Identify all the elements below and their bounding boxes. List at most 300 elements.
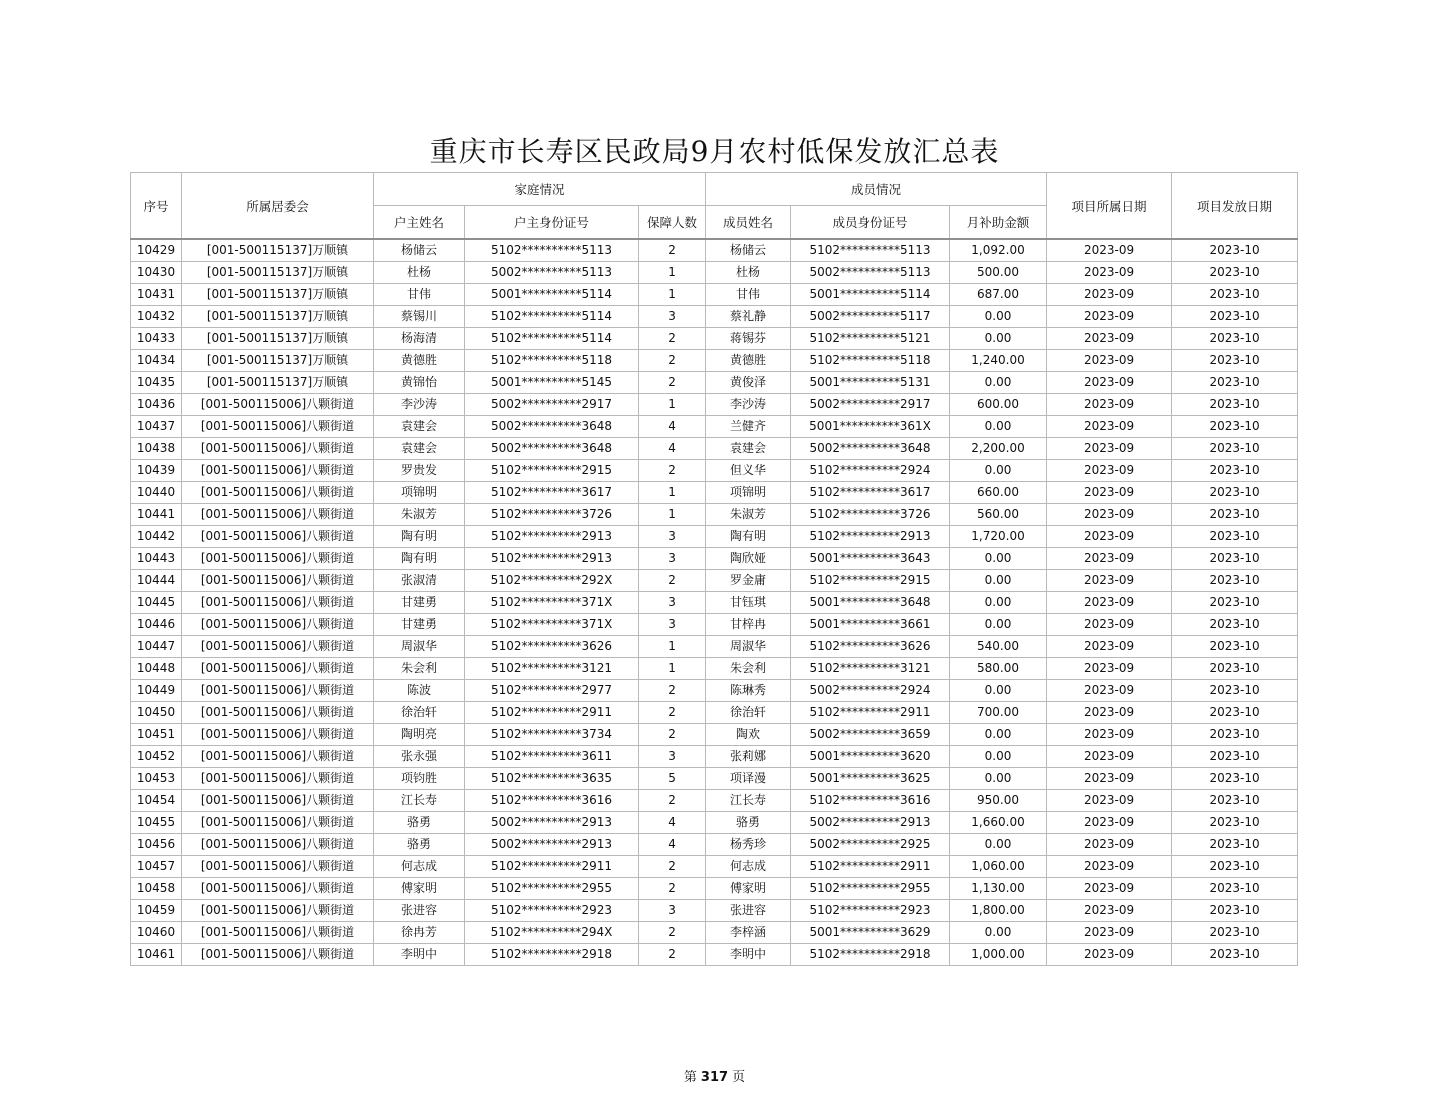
cell-monthly-amount: 580.00	[950, 658, 1047, 680]
cell-member-name: 李沙涛	[706, 394, 791, 416]
cell-head-id: 5102**********2911	[465, 856, 639, 878]
cell-member-name: 项译漫	[706, 768, 791, 790]
cell-member-id: 5001**********3625	[791, 768, 950, 790]
cell-monthly-amount: 1,060.00	[950, 856, 1047, 878]
cell-committee: [001-500115006]八颗街道	[182, 394, 374, 416]
cell-insured-count: 1	[639, 504, 706, 526]
cell-insured-count: 4	[639, 812, 706, 834]
table-row	[131, 394, 1298, 416]
cell-seq: 10442	[131, 526, 182, 548]
cell-member-name: 张莉娜	[706, 746, 791, 768]
cell-monthly-amount: 0.00	[950, 416, 1047, 438]
cell-head-name: 陶明亮	[374, 724, 465, 746]
table-row	[131, 570, 1298, 592]
cell-member-name: 甘梓冉	[706, 614, 791, 636]
cell-project-date: 2023-09	[1047, 900, 1172, 922]
cell-member-id: 5001**********5131	[791, 372, 950, 394]
cell-member-id: 5001**********3629	[791, 922, 950, 944]
cell-issue-date: 2023-10	[1172, 834, 1298, 856]
cell-insured-count: 4	[639, 416, 706, 438]
cell-project-date: 2023-09	[1047, 922, 1172, 944]
cell-monthly-amount: 500.00	[950, 262, 1047, 284]
cell-project-date: 2023-09	[1047, 482, 1172, 504]
cell-member-id: 5102**********2923	[791, 900, 950, 922]
cell-project-date: 2023-09	[1047, 328, 1172, 350]
cell-seq: 10440	[131, 482, 182, 504]
cell-project-date: 2023-09	[1047, 856, 1172, 878]
cell-head-name: 项钧胜	[374, 768, 465, 790]
cell-seq: 10447	[131, 636, 182, 658]
cell-seq: 10460	[131, 922, 182, 944]
cell-member-id: 5002**********2925	[791, 834, 950, 856]
cell-member-name: 陈琳秀	[706, 680, 791, 702]
header-member-name: 成员姓名	[706, 206, 791, 240]
cell-head-id: 5102**********5114	[465, 328, 639, 350]
cell-head-name: 周淑华	[374, 636, 465, 658]
cell-issue-date: 2023-10	[1172, 614, 1298, 636]
cell-head-name: 杨储云	[374, 239, 465, 262]
cell-head-id: 5102**********2911	[465, 702, 639, 724]
cell-member-name: 蒋锡芬	[706, 328, 791, 350]
cell-issue-date: 2023-10	[1172, 680, 1298, 702]
cell-insured-count: 2	[639, 350, 706, 372]
cell-head-name: 黄锦怡	[374, 372, 465, 394]
cell-head-id: 5001**********5114	[465, 284, 639, 306]
cell-monthly-amount: 950.00	[950, 790, 1047, 812]
cell-committee: [001-500115006]八颗街道	[182, 416, 374, 438]
cell-head-name: 甘建勇	[374, 614, 465, 636]
cell-head-name: 李明中	[374, 944, 465, 966]
cell-member-id: 5102**********5118	[791, 350, 950, 372]
cell-project-date: 2023-09	[1047, 812, 1172, 834]
header-monthly-amount: 月补助金额	[950, 206, 1047, 240]
cell-member-name: 袁建会	[706, 438, 791, 460]
cell-monthly-amount: 0.00	[950, 680, 1047, 702]
cell-member-name: 李梓涵	[706, 922, 791, 944]
cell-seq: 10452	[131, 746, 182, 768]
table-row	[131, 526, 1298, 548]
cell-member-name: 兰健齐	[706, 416, 791, 438]
cell-insured-count: 2	[639, 680, 706, 702]
table-row	[131, 328, 1298, 350]
table-row	[131, 702, 1298, 724]
cell-member-name: 骆勇	[706, 812, 791, 834]
table-row	[131, 372, 1298, 394]
cell-committee: [001-500115006]八颗街道	[182, 922, 374, 944]
table-row	[131, 636, 1298, 658]
cell-monthly-amount: 1,720.00	[950, 526, 1047, 548]
cell-issue-date: 2023-10	[1172, 702, 1298, 724]
cell-member-name: 徐治轩	[706, 702, 791, 724]
cell-monthly-amount: 1,240.00	[950, 350, 1047, 372]
cell-issue-date: 2023-10	[1172, 570, 1298, 592]
cell-seq: 10436	[131, 394, 182, 416]
cell-issue-date: 2023-10	[1172, 526, 1298, 548]
cell-monthly-amount: 660.00	[950, 482, 1047, 504]
cell-seq: 10455	[131, 812, 182, 834]
cell-insured-count: 2	[639, 878, 706, 900]
cell-head-id: 5102**********371X	[465, 614, 639, 636]
cell-member-name: 陶有明	[706, 526, 791, 548]
cell-seq: 10445	[131, 592, 182, 614]
cell-issue-date: 2023-10	[1172, 460, 1298, 482]
cell-head-id: 5102**********371X	[465, 592, 639, 614]
table-row	[131, 416, 1298, 438]
cell-committee: [001-500115006]八颗街道	[182, 570, 374, 592]
page-number: 317	[700, 1070, 729, 1085]
cell-project-date: 2023-09	[1047, 460, 1172, 482]
cell-issue-date: 2023-10	[1172, 262, 1298, 284]
cell-project-date: 2023-09	[1047, 614, 1172, 636]
cell-member-name: 杨秀珍	[706, 834, 791, 856]
cell-project-date: 2023-09	[1047, 548, 1172, 570]
cell-head-id: 5102**********2977	[465, 680, 639, 702]
cell-head-name: 甘伟	[374, 284, 465, 306]
table-row	[131, 878, 1298, 900]
cell-insured-count: 2	[639, 856, 706, 878]
table-row	[131, 614, 1298, 636]
cell-member-id: 5102**********5113	[791, 239, 950, 262]
cell-member-name: 何志成	[706, 856, 791, 878]
cell-insured-count: 3	[639, 900, 706, 922]
cell-member-name: 项锦明	[706, 482, 791, 504]
cell-project-date: 2023-09	[1047, 944, 1172, 966]
cell-head-name: 陈波	[374, 680, 465, 702]
cell-member-name: 杜杨	[706, 262, 791, 284]
cell-member-id: 5102**********3121	[791, 658, 950, 680]
header-project-date: 项目所属日期	[1047, 173, 1172, 240]
cell-insured-count: 3	[639, 548, 706, 570]
cell-committee: [001-500115006]八颗街道	[182, 812, 374, 834]
cell-issue-date: 2023-10	[1172, 900, 1298, 922]
table-row	[131, 482, 1298, 504]
cell-project-date: 2023-09	[1047, 790, 1172, 812]
table-header	[131, 173, 1298, 240]
cell-committee: [001-500115006]八颗街道	[182, 878, 374, 900]
header-head-name: 户主姓名	[374, 206, 465, 240]
cell-seq: 10459	[131, 900, 182, 922]
cell-insured-count: 2	[639, 570, 706, 592]
table-row	[131, 592, 1298, 614]
cell-monthly-amount: 540.00	[950, 636, 1047, 658]
cell-head-id: 5002**********2913	[465, 834, 639, 856]
cell-head-name: 陶有明	[374, 548, 465, 570]
cell-project-date: 2023-09	[1047, 416, 1172, 438]
cell-head-id: 5002**********3648	[465, 416, 639, 438]
table-row	[131, 460, 1298, 482]
cell-head-name: 李沙涛	[374, 394, 465, 416]
cell-member-name: 黄德胜	[706, 350, 791, 372]
table-row	[131, 746, 1298, 768]
header-member-group: 成员情况	[706, 173, 1047, 206]
cell-seq: 10444	[131, 570, 182, 592]
cell-monthly-amount: 560.00	[950, 504, 1047, 526]
cell-head-id: 5102**********2923	[465, 900, 639, 922]
cell-project-date: 2023-09	[1047, 394, 1172, 416]
cell-issue-date: 2023-10	[1172, 724, 1298, 746]
cell-committee: [001-500115006]八颗街道	[182, 548, 374, 570]
cell-member-id: 5001**********361X	[791, 416, 950, 438]
cell-member-id: 5102**********3726	[791, 504, 950, 526]
cell-project-date: 2023-09	[1047, 262, 1172, 284]
cell-monthly-amount: 0.00	[950, 746, 1047, 768]
cell-project-date: 2023-09	[1047, 834, 1172, 856]
cell-project-date: 2023-09	[1047, 680, 1172, 702]
cell-issue-date: 2023-10	[1172, 768, 1298, 790]
cell-member-id: 5102**********2918	[791, 944, 950, 966]
header-head-id: 户主身份证号	[465, 206, 639, 240]
cell-member-name: 蔡礼静	[706, 306, 791, 328]
cell-head-name: 骆勇	[374, 834, 465, 856]
cell-committee: [001-500115006]八颗街道	[182, 526, 374, 548]
table-body	[131, 239, 1298, 966]
cell-head-id: 5102**********3611	[465, 746, 639, 768]
cell-head-id: 5002**********2913	[465, 812, 639, 834]
cell-monthly-amount: 0.00	[950, 306, 1047, 328]
cell-head-name: 骆勇	[374, 812, 465, 834]
table-row	[131, 239, 1298, 262]
cell-issue-date: 2023-10	[1172, 878, 1298, 900]
cell-seq: 10457	[131, 856, 182, 878]
cell-member-name: 江长寿	[706, 790, 791, 812]
cell-member-id: 5001**********3648	[791, 592, 950, 614]
table-row	[131, 856, 1298, 878]
cell-issue-date: 2023-10	[1172, 812, 1298, 834]
cell-monthly-amount: 0.00	[950, 724, 1047, 746]
cell-insured-count: 2	[639, 460, 706, 482]
cell-monthly-amount: 600.00	[950, 394, 1047, 416]
cell-head-name: 甘建勇	[374, 592, 465, 614]
cell-issue-date: 2023-10	[1172, 922, 1298, 944]
cell-committee: [001-500115137]万顺镇	[182, 262, 374, 284]
cell-member-id: 5102**********2955	[791, 878, 950, 900]
cell-seq: 10433	[131, 328, 182, 350]
cell-committee: [001-500115137]万顺镇	[182, 372, 374, 394]
allowance-summary-table	[130, 172, 1298, 966]
cell-head-name: 朱会利	[374, 658, 465, 680]
header-family-group: 家庭情况	[374, 173, 706, 206]
cell-seq: 10446	[131, 614, 182, 636]
cell-project-date: 2023-09	[1047, 526, 1172, 548]
cell-committee: [001-500115006]八颗街道	[182, 768, 374, 790]
cell-head-id: 5102**********2913	[465, 526, 639, 548]
cell-member-id: 5102**********3616	[791, 790, 950, 812]
page-footer	[0, 1068, 1429, 1088]
cell-member-name: 甘伟	[706, 284, 791, 306]
cell-member-id: 5002**********2913	[791, 812, 950, 834]
cell-member-id: 5102**********2913	[791, 526, 950, 548]
cell-head-name: 罗贵发	[374, 460, 465, 482]
cell-insured-count: 3	[639, 306, 706, 328]
cell-insured-count: 5	[639, 768, 706, 790]
cell-insured-count: 1	[639, 394, 706, 416]
table-row	[131, 944, 1298, 966]
cell-committee: [001-500115006]八颗街道	[182, 724, 374, 746]
table-row	[131, 724, 1298, 746]
cell-project-date: 2023-09	[1047, 878, 1172, 900]
cell-monthly-amount: 0.00	[950, 460, 1047, 482]
cell-member-name: 李明中	[706, 944, 791, 966]
cell-member-id: 5102**********5121	[791, 328, 950, 350]
cell-member-name: 陶欣娅	[706, 548, 791, 570]
cell-issue-date: 2023-10	[1172, 416, 1298, 438]
cell-committee: [001-500115006]八颗街道	[182, 944, 374, 966]
cell-project-date: 2023-09	[1047, 284, 1172, 306]
cell-seq: 10437	[131, 416, 182, 438]
cell-committee: [001-500115006]八颗街道	[182, 856, 374, 878]
table-row	[131, 262, 1298, 284]
cell-insured-count: 2	[639, 944, 706, 966]
cell-monthly-amount: 700.00	[950, 702, 1047, 724]
cell-monthly-amount: 1,000.00	[950, 944, 1047, 966]
cell-member-id: 5001**********3661	[791, 614, 950, 636]
cell-committee: [001-500115137]万顺镇	[182, 306, 374, 328]
cell-monthly-amount: 0.00	[950, 372, 1047, 394]
cell-seq: 10441	[131, 504, 182, 526]
cell-seq: 10454	[131, 790, 182, 812]
cell-seq: 10439	[131, 460, 182, 482]
cell-insured-count: 2	[639, 239, 706, 262]
cell-head-name: 江长寿	[374, 790, 465, 812]
table-row	[131, 812, 1298, 834]
cell-issue-date: 2023-10	[1172, 944, 1298, 966]
cell-member-id: 5002**********3659	[791, 724, 950, 746]
cell-project-date: 2023-09	[1047, 372, 1172, 394]
table-row	[131, 790, 1298, 812]
cell-issue-date: 2023-10	[1172, 239, 1298, 262]
cell-issue-date: 2023-10	[1172, 482, 1298, 504]
cell-head-name: 傅家明	[374, 878, 465, 900]
cell-member-id: 5102**********2924	[791, 460, 950, 482]
cell-project-date: 2023-09	[1047, 724, 1172, 746]
cell-head-id: 5102**********3616	[465, 790, 639, 812]
cell-member-name: 甘钰琪	[706, 592, 791, 614]
cell-head-name: 黄德胜	[374, 350, 465, 372]
cell-committee: [001-500115137]万顺镇	[182, 284, 374, 306]
cell-insured-count: 4	[639, 834, 706, 856]
cell-project-date: 2023-09	[1047, 636, 1172, 658]
cell-seq: 10450	[131, 702, 182, 724]
cell-committee: [001-500115006]八颗街道	[182, 614, 374, 636]
cell-member-name: 张进容	[706, 900, 791, 922]
cell-insured-count: 2	[639, 328, 706, 350]
cell-seq: 10432	[131, 306, 182, 328]
cell-member-name: 杨储云	[706, 239, 791, 262]
cell-seq: 10430	[131, 262, 182, 284]
cell-monthly-amount: 1,130.00	[950, 878, 1047, 900]
cell-head-id: 5102**********292X	[465, 570, 639, 592]
cell-head-id: 5102**********2913	[465, 548, 639, 570]
cell-issue-date: 2023-10	[1172, 284, 1298, 306]
cell-member-name: 罗金庸	[706, 570, 791, 592]
table-row	[131, 284, 1298, 306]
cell-member-id: 5001**********3643	[791, 548, 950, 570]
cell-seq: 10438	[131, 438, 182, 460]
table-row	[131, 658, 1298, 680]
cell-head-name: 徐冉芳	[374, 922, 465, 944]
cell-head-name: 张淑清	[374, 570, 465, 592]
cell-issue-date: 2023-10	[1172, 394, 1298, 416]
cell-monthly-amount: 0.00	[950, 768, 1047, 790]
header-seq: 序号	[131, 173, 182, 240]
cell-member-id: 5002**********5113	[791, 262, 950, 284]
table-row	[131, 768, 1298, 790]
cell-head-name: 袁建会	[374, 416, 465, 438]
cell-monthly-amount: 0.00	[950, 592, 1047, 614]
cell-insured-count: 1	[639, 284, 706, 306]
cell-project-date: 2023-09	[1047, 306, 1172, 328]
cell-monthly-amount: 2,200.00	[950, 438, 1047, 460]
cell-committee: [001-500115006]八颗街道	[182, 504, 374, 526]
table-row	[131, 900, 1298, 922]
cell-head-id: 5102**********2915	[465, 460, 639, 482]
cell-project-date: 2023-09	[1047, 592, 1172, 614]
table-row	[131, 306, 1298, 328]
cell-seq: 10443	[131, 548, 182, 570]
cell-committee: [001-500115006]八颗街道	[182, 438, 374, 460]
report-title: 重庆市长寿区民政局9月农村低保发放汇总表	[429, 135, 1000, 168]
cell-insured-count: 3	[639, 746, 706, 768]
cell-head-id: 5102**********5114	[465, 306, 639, 328]
cell-issue-date: 2023-10	[1172, 328, 1298, 350]
cell-member-id: 5102**********2911	[791, 856, 950, 878]
cell-monthly-amount: 1,660.00	[950, 812, 1047, 834]
table-row	[131, 504, 1298, 526]
cell-issue-date: 2023-10	[1172, 790, 1298, 812]
cell-project-date: 2023-09	[1047, 570, 1172, 592]
header-issue-date: 项目发放日期	[1172, 173, 1298, 240]
cell-insured-count: 2	[639, 790, 706, 812]
table-row	[131, 680, 1298, 702]
cell-head-id: 5002**********2917	[465, 394, 639, 416]
cell-member-id: 5002**********2924	[791, 680, 950, 702]
cell-seq: 10448	[131, 658, 182, 680]
cell-seq: 10451	[131, 724, 182, 746]
cell-issue-date: 2023-10	[1172, 592, 1298, 614]
cell-project-date: 2023-09	[1047, 350, 1172, 372]
table-row	[131, 548, 1298, 570]
cell-seq: 10449	[131, 680, 182, 702]
cell-head-id: 5001**********5145	[465, 372, 639, 394]
cell-issue-date: 2023-10	[1172, 372, 1298, 394]
table-row	[131, 922, 1298, 944]
cell-member-id: 5002**********5117	[791, 306, 950, 328]
cell-head-name: 张进容	[374, 900, 465, 922]
cell-committee: [001-500115006]八颗街道	[182, 460, 374, 482]
table-row	[131, 834, 1298, 856]
cell-member-name: 朱会利	[706, 658, 791, 680]
cell-monthly-amount: 1,092.00	[950, 239, 1047, 262]
cell-insured-count: 3	[639, 614, 706, 636]
footer-prefix: 第	[683, 1070, 697, 1085]
cell-monthly-amount: 687.00	[950, 284, 1047, 306]
cell-monthly-amount: 0.00	[950, 614, 1047, 636]
cell-head-id: 5002**********3648	[465, 438, 639, 460]
cell-committee: [001-500115006]八颗街道	[182, 702, 374, 724]
cell-issue-date: 2023-10	[1172, 746, 1298, 768]
cell-committee: [001-500115006]八颗街道	[182, 680, 374, 702]
cell-head-name: 项锦明	[374, 482, 465, 504]
cell-project-date: 2023-09	[1047, 768, 1172, 790]
cell-insured-count: 4	[639, 438, 706, 460]
cell-seq: 10458	[131, 878, 182, 900]
cell-committee: [001-500115006]八颗街道	[182, 658, 374, 680]
cell-member-id: 5102**********3626	[791, 636, 950, 658]
cell-issue-date: 2023-10	[1172, 636, 1298, 658]
cell-member-name: 傅家明	[706, 878, 791, 900]
cell-insured-count: 3	[639, 526, 706, 548]
cell-committee: [001-500115137]万顺镇	[182, 328, 374, 350]
